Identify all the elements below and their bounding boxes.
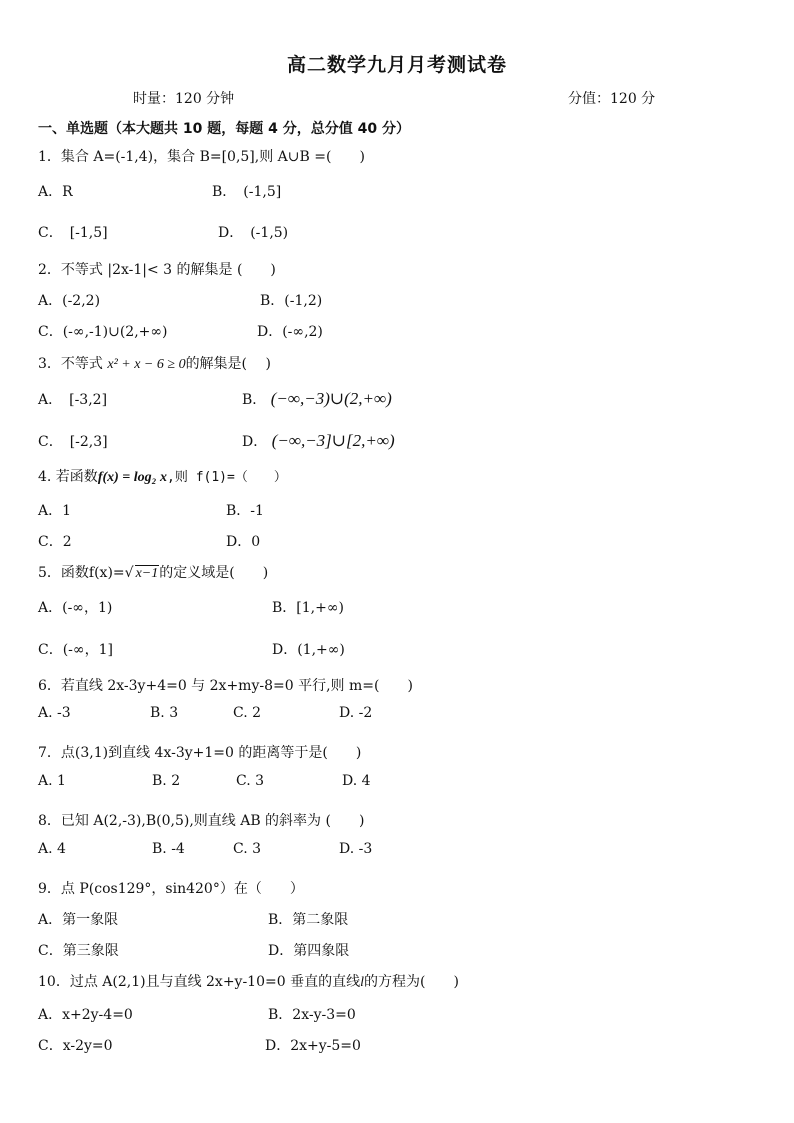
question-9-option-d: D．第四象限 — [268, 943, 350, 959]
question-3-inequality: x² + x − 6 ≥ 0 — [107, 357, 186, 372]
question-2-option-d: D．(-∞,2) — [257, 324, 323, 340]
question-10-stem-suffix: 的方程为( ) — [363, 974, 459, 990]
question-4-option-d: D．0 — [226, 534, 261, 550]
question-3-stem-suffix: 的解集是( ) — [185, 356, 271, 372]
question-9-option-b: B．第二象限 — [268, 912, 349, 928]
question-8-option-c: C. 3 — [233, 841, 262, 857]
question-6-option-c: C. 2 — [233, 705, 262, 721]
question-2-option-b: B．(-1,2) — [260, 293, 323, 309]
question-10-option-d: D．2x+y-5=0 — [265, 1038, 361, 1054]
question-5-stem-suffix: 的定义域是( ) — [159, 565, 269, 581]
question-5-stem — [38, 562, 268, 582]
question-8-stem: 8．已知 A(2,-3),B(0,5),则直线 AB 的斜率为 ( ) — [38, 813, 365, 829]
question-7-option-a: A. 1 — [38, 773, 66, 789]
section-heading: 一、单选题（本大题共 10 题，每题 4 分，总分值 40 分） — [38, 121, 410, 137]
time-limit: 时量：120 分钟 — [133, 91, 235, 107]
question-4-option-b: B．-1 — [226, 503, 264, 519]
question-3-stem — [38, 353, 271, 373]
question-1-stem: 1．集合 A=(-1,4)，集合 B=[0,5],则 A∪B =( ) — [38, 149, 365, 165]
question-2-option-a: A．(-2,2) — [38, 293, 101, 309]
question-3-option-a: A． [-3,2] — [38, 392, 108, 408]
question-10-option-b: B．2x-y-3=0 — [268, 1007, 356, 1023]
question-6-option-a: A. -3 — [38, 705, 71, 721]
question-4-stem-prefix: 4. 若函数 — [38, 469, 98, 485]
question-3-option-d-math: (−∞,−3]∪[2,+∞) — [271, 431, 395, 450]
question-9-stem: 9．点 P(cos129°，sin420°）在（ ） — [38, 881, 304, 897]
question-2-stem: 2．不等式 |2x-1|< 3 的解集是 ( ) — [38, 262, 276, 278]
question-5-option-c: C．(-∞，1] — [38, 642, 113, 658]
question-10-option-a: A．x+2y-4=0 — [38, 1007, 133, 1023]
question-1-option-c: C． [-1,5] — [38, 225, 108, 241]
question-6-stem: 6．若直线 2x-3y+4=0 与 2x+my-8=0 平行,则 m=( ) — [38, 678, 413, 694]
question-8-option-b: B. -4 — [152, 841, 185, 857]
question-10-line-symbol: l — [360, 975, 364, 990]
question-6-option-d: D. -2 — [339, 705, 373, 721]
question-5-option-b: B．[1,+∞) — [272, 600, 344, 616]
question-3-option-d — [242, 431, 395, 451]
question-7-option-c: C. 3 — [236, 773, 265, 789]
question-3-option-b — [242, 389, 392, 409]
question-5-option-d: D．(1,+∞) — [272, 642, 345, 658]
question-1-option-b: B． (-1,5] — [212, 184, 282, 200]
question-4-function: f(x) = log₂ x — [97, 470, 168, 485]
question-10-stem — [38, 971, 459, 991]
question-4-option-a: A．1 — [38, 503, 72, 519]
question-4-stem-suffix: ,则 f(1)=（ ） — [167, 470, 287, 485]
question-3-option-b-math: (−∞,−3)∪(2,+∞) — [270, 389, 392, 408]
question-10-stem-prefix: 10．过点 A(2,1)且与直线 2x+y-10=0 垂直的直线 — [38, 974, 361, 990]
question-1-option-a: A．R — [38, 184, 73, 200]
question-6-option-b: B. 3 — [150, 705, 179, 721]
question-7-option-b: B. 2 — [152, 773, 181, 789]
question-8-option-d: D. -3 — [339, 841, 373, 857]
question-10-option-c: C．x-2y=0 — [38, 1038, 113, 1054]
question-9-option-a: A．第一象限 — [38, 912, 119, 928]
question-5-stem-prefix: 5．函数f(x)= — [38, 565, 125, 581]
question-3-option-d-label: D． — [242, 434, 268, 450]
question-3-option-c: C． [-2,3] — [38, 434, 108, 450]
question-2-option-c: C．(-∞,-1)∪(2,+∞) — [38, 324, 168, 340]
question-3-stem-prefix: 3．不等式 — [38, 356, 108, 372]
question-5-radicand: x−1 — [135, 566, 159, 581]
question-9-option-c: C．第三象限 — [38, 943, 119, 959]
question-7-stem: 7．点(3,1)到直线 4x-3y+1=0 的距离等于是( ) — [38, 745, 362, 761]
question-5-option-a: A．(-∞，1) — [38, 600, 113, 616]
question-1-option-d: D． (-1,5) — [218, 225, 289, 241]
sqrt-icon: √ — [124, 565, 134, 581]
question-7-option-d: D. 4 — [342, 773, 371, 789]
exam-title: 高二数学九月月考测试卷 — [286, 54, 507, 76]
question-8-option-a: A. 4 — [38, 841, 66, 857]
question-4-option-c: C．2 — [38, 534, 72, 550]
question-3-option-b-label: B． — [242, 392, 267, 408]
total-score: 分值：120 分 — [568, 91, 656, 107]
question-4-stem — [38, 466, 287, 486]
